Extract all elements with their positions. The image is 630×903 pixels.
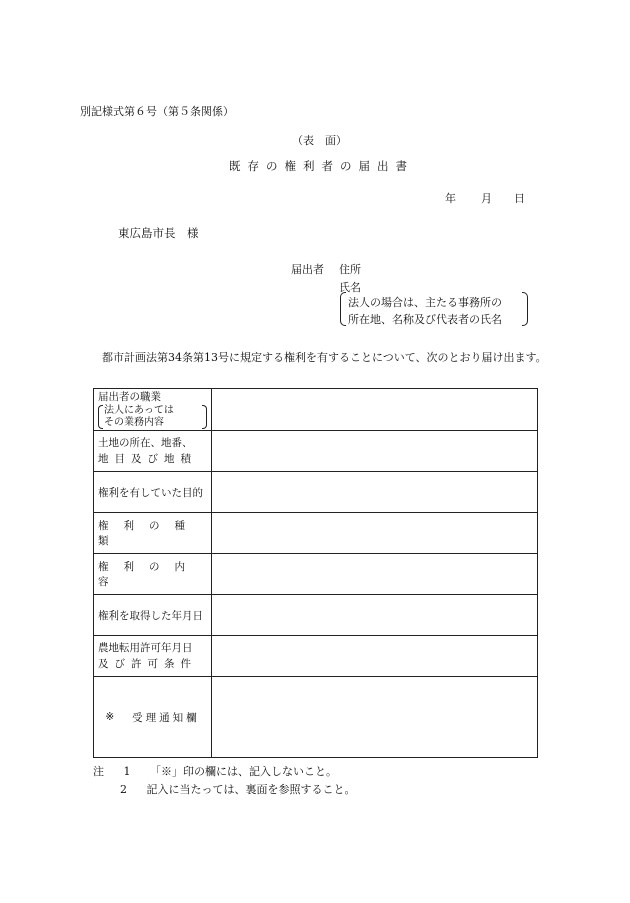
acquired-date-value[interactable] bbox=[212, 595, 538, 636]
land-label-cell bbox=[94, 431, 212, 472]
acquired-date-label-cell bbox=[94, 595, 212, 636]
purpose-label-cell bbox=[94, 472, 212, 513]
right-content-label-cell bbox=[94, 554, 212, 595]
date-day-label: 日 bbox=[514, 192, 525, 205]
corporation-note-line2: 所在地、名称及び代表者の氏名 bbox=[348, 313, 502, 326]
receipt-mark: ※ bbox=[105, 711, 115, 723]
table-row bbox=[94, 389, 538, 431]
land-label-line1: 土地の所在、地番、 bbox=[98, 437, 193, 449]
note-2-number: 2 bbox=[120, 783, 127, 796]
filer-label: 届出者 bbox=[291, 263, 324, 276]
right-type-label-cell bbox=[94, 513, 212, 554]
acquired-date-label: 権利を取得した年月日 bbox=[98, 609, 203, 622]
receipt-label-cell bbox=[94, 677, 212, 758]
form-number: 別記様式第６号（第５条関係） bbox=[80, 105, 234, 118]
table-row bbox=[94, 636, 538, 677]
right-type-label: 権利の種類 bbox=[98, 520, 200, 547]
table-row bbox=[94, 677, 538, 758]
farmland-label-cell bbox=[94, 636, 212, 677]
note-1-text: 「※」印の欄には、記入しないこと。 bbox=[150, 765, 337, 778]
occupation-label: 届出者の職業 bbox=[98, 391, 161, 403]
left-bracket bbox=[340, 292, 346, 326]
occupation-label-cell bbox=[94, 389, 212, 431]
side-label: （表 面） bbox=[292, 134, 347, 147]
table-row bbox=[94, 513, 538, 554]
land-value[interactable] bbox=[212, 431, 538, 472]
receipt-label: 受理通知欄 bbox=[132, 711, 200, 724]
addressee: 東広島市長 様 bbox=[118, 226, 199, 240]
form-table bbox=[93, 388, 538, 758]
farmland-value[interactable] bbox=[212, 636, 538, 677]
table-row bbox=[94, 554, 538, 595]
corporation-note-line1: 法人の場合は、主たる事務所の bbox=[348, 296, 502, 309]
table-row bbox=[94, 472, 538, 513]
occupation-value[interactable] bbox=[212, 389, 538, 431]
right-content-value[interactable] bbox=[212, 554, 538, 595]
note-2 bbox=[120, 781, 356, 797]
note-prefix: 注 bbox=[93, 765, 104, 778]
right-type-value[interactable] bbox=[212, 513, 538, 554]
right-bracket bbox=[522, 292, 528, 326]
corporation-note bbox=[340, 292, 528, 326]
date-month-label: 月 bbox=[481, 192, 492, 205]
table-row bbox=[94, 431, 538, 472]
farmland-label-line2: 及び許可条件 bbox=[98, 658, 197, 670]
table-row bbox=[94, 595, 538, 636]
note-1-number: 1 bbox=[123, 765, 131, 778]
note-1 bbox=[93, 763, 337, 779]
purpose-label: 権利を有していた目的 bbox=[98, 486, 203, 499]
purpose-value[interactable] bbox=[212, 472, 538, 513]
farmland-label-line1: 農地転用許可年月日 bbox=[98, 642, 193, 654]
date-year-label: 年 bbox=[445, 192, 456, 205]
right-content-label: 権利の内容 bbox=[98, 561, 200, 588]
address-label: 住所 bbox=[339, 263, 361, 276]
land-label-line2: 地目及び地積 bbox=[98, 453, 197, 465]
statement-text: 都市計画法第34条第13号に規定する権利を有することについて、次のとおり届け出ます。 bbox=[102, 351, 547, 364]
name-label: 氏名 bbox=[339, 281, 361, 294]
receipt-value bbox=[212, 677, 538, 758]
note-2-text: 記入に当たっては、裏面を参照すること。 bbox=[146, 783, 356, 796]
occupation-note: 法人にあっては その業務内容 bbox=[98, 405, 207, 429]
document-title: 既存の権利者の届出書 bbox=[229, 159, 414, 173]
